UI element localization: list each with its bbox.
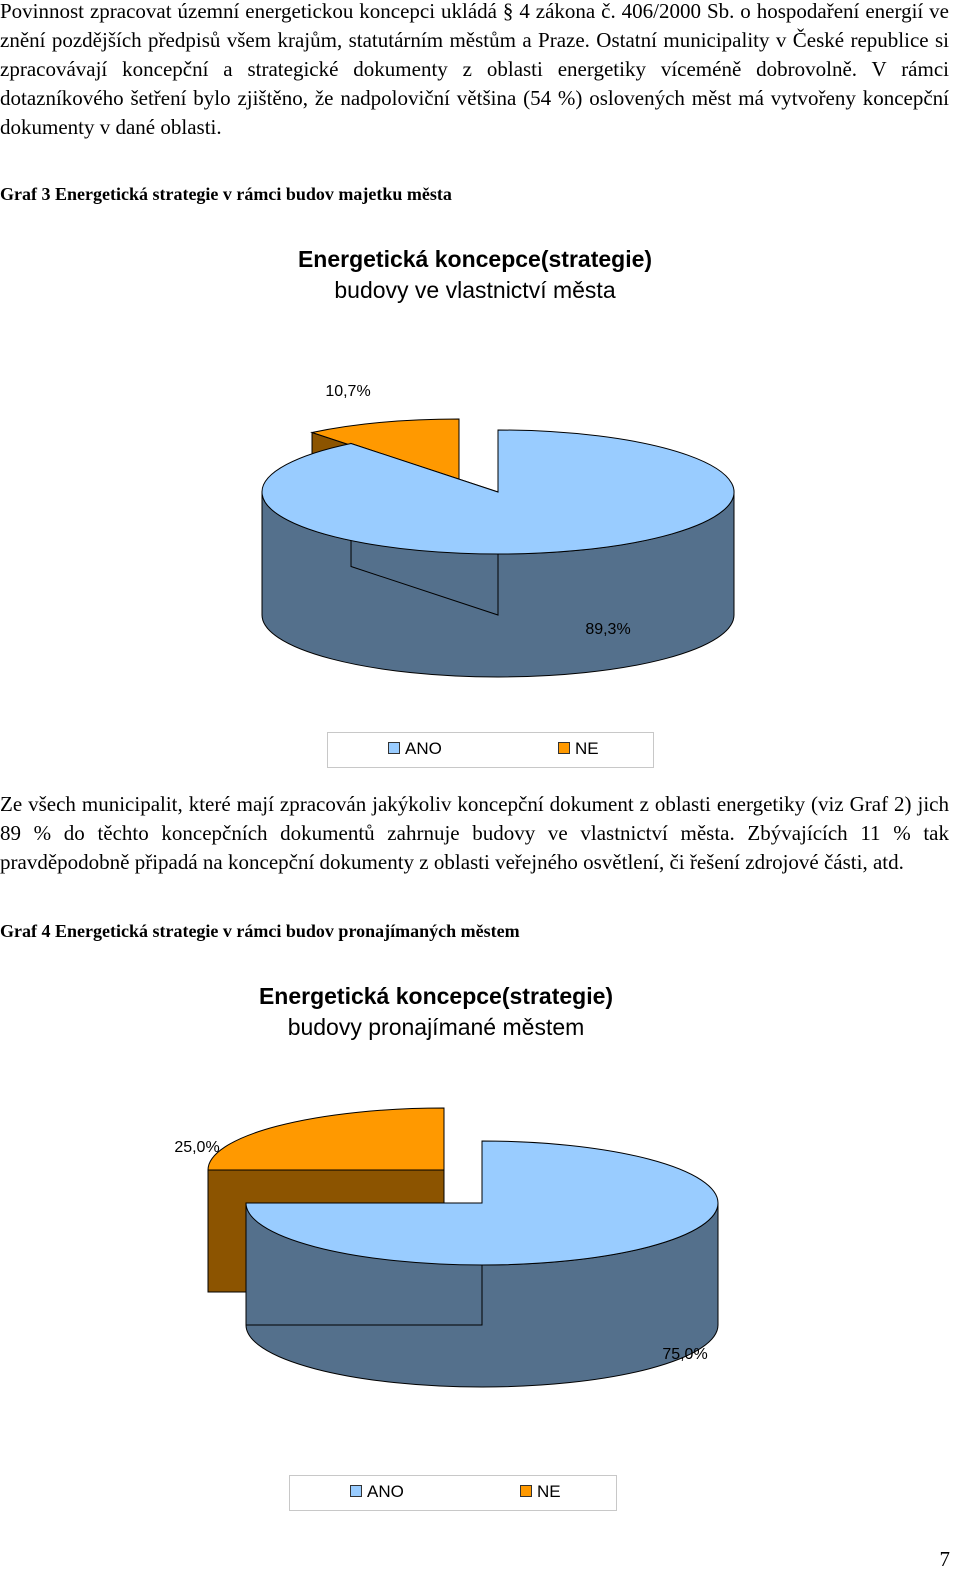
legend-item-ano: [350, 1482, 404, 1502]
chart-legend: [327, 732, 654, 768]
legend-swatch-ne: [520, 1485, 532, 1497]
intro-paragraph: Povinnost zpracovat územní energetickou koncepci ukládá § 4 zákona č. 406/2000 Sb. o hospodaření energií ve znění pozdějších předpisů všem krajům, statutárním městům a Praze. Ostatní municipality v České republice si zpracovávají koncepční a strategické dokumenty z oblasti energetiky víceméně dobrovolně. V rámci dotazníkového šetření bylo zjištěno, že nadpoloviční většina (54 %) oslovených měst má vytvořeny koncepční dokumenty v dané oblasti.: [0, 0, 949, 139]
graf4-caption: Graf 4 Energetická strategie v rámci budov pronajímaných městem: [0, 921, 520, 941]
slice-label-ne: 25,0%: [174, 1139, 220, 1156]
legend-label-ne: NE: [537, 1482, 561, 1501]
chart-subtitle: budovy pronajímané městem: [287, 1014, 585, 1040]
legend-swatch-ne: [558, 742, 570, 754]
middle-paragraph: Ze všech municipalit, které mají zpracován jakýkoliv koncepční dokument z oblasti energetiky (viz Graf 2) jich 89 % do těchto koncepčních dokumentů zahrnuje budovy ve vlastnictví města. Zbývajících 11 % tak pravděpodobně připadá na koncepční dokumenty z oblasti veřejného osvětlení, či řešení zdrojové části, atd.: [0, 792, 949, 874]
slice-label-ano: 75,0%: [662, 1346, 708, 1363]
legend-item-ano: [388, 739, 442, 759]
chart-title: Energetická koncepce(strategie): [258, 983, 614, 1009]
slice-label-ano: 89,3%: [585, 621, 631, 638]
legend-label-ano: ANO: [367, 1482, 404, 1501]
legend-label-ano: ANO: [405, 739, 442, 758]
pie-slice-ano-top: [262, 430, 734, 554]
legend-label-ne: NE: [575, 739, 599, 758]
chart-title: Energetická koncepce(strategie): [297, 246, 653, 272]
chart-graf3: [0, 230, 960, 770]
pie-chart-graf4: [0, 968, 960, 1513]
legend-item-ne: [558, 739, 599, 759]
graf3-caption: Graf 3 Energetická strategie v rámci budov majetku města: [0, 184, 452, 204]
chart-graf4: [0, 968, 960, 1513]
page-number: 7: [939, 1547, 950, 1571]
pie-chart-graf3: [0, 230, 960, 770]
legend-swatch-ano: [350, 1485, 362, 1497]
chart-subtitle: budovy ve vlastnictví města: [334, 277, 616, 303]
legend-swatch-ano: [388, 742, 400, 754]
chart-legend: [289, 1475, 617, 1511]
slice-label-ne: 10,7%: [325, 383, 371, 400]
pie-slice-ne-top: [208, 1108, 444, 1170]
legend-item-ne: [520, 1482, 561, 1502]
